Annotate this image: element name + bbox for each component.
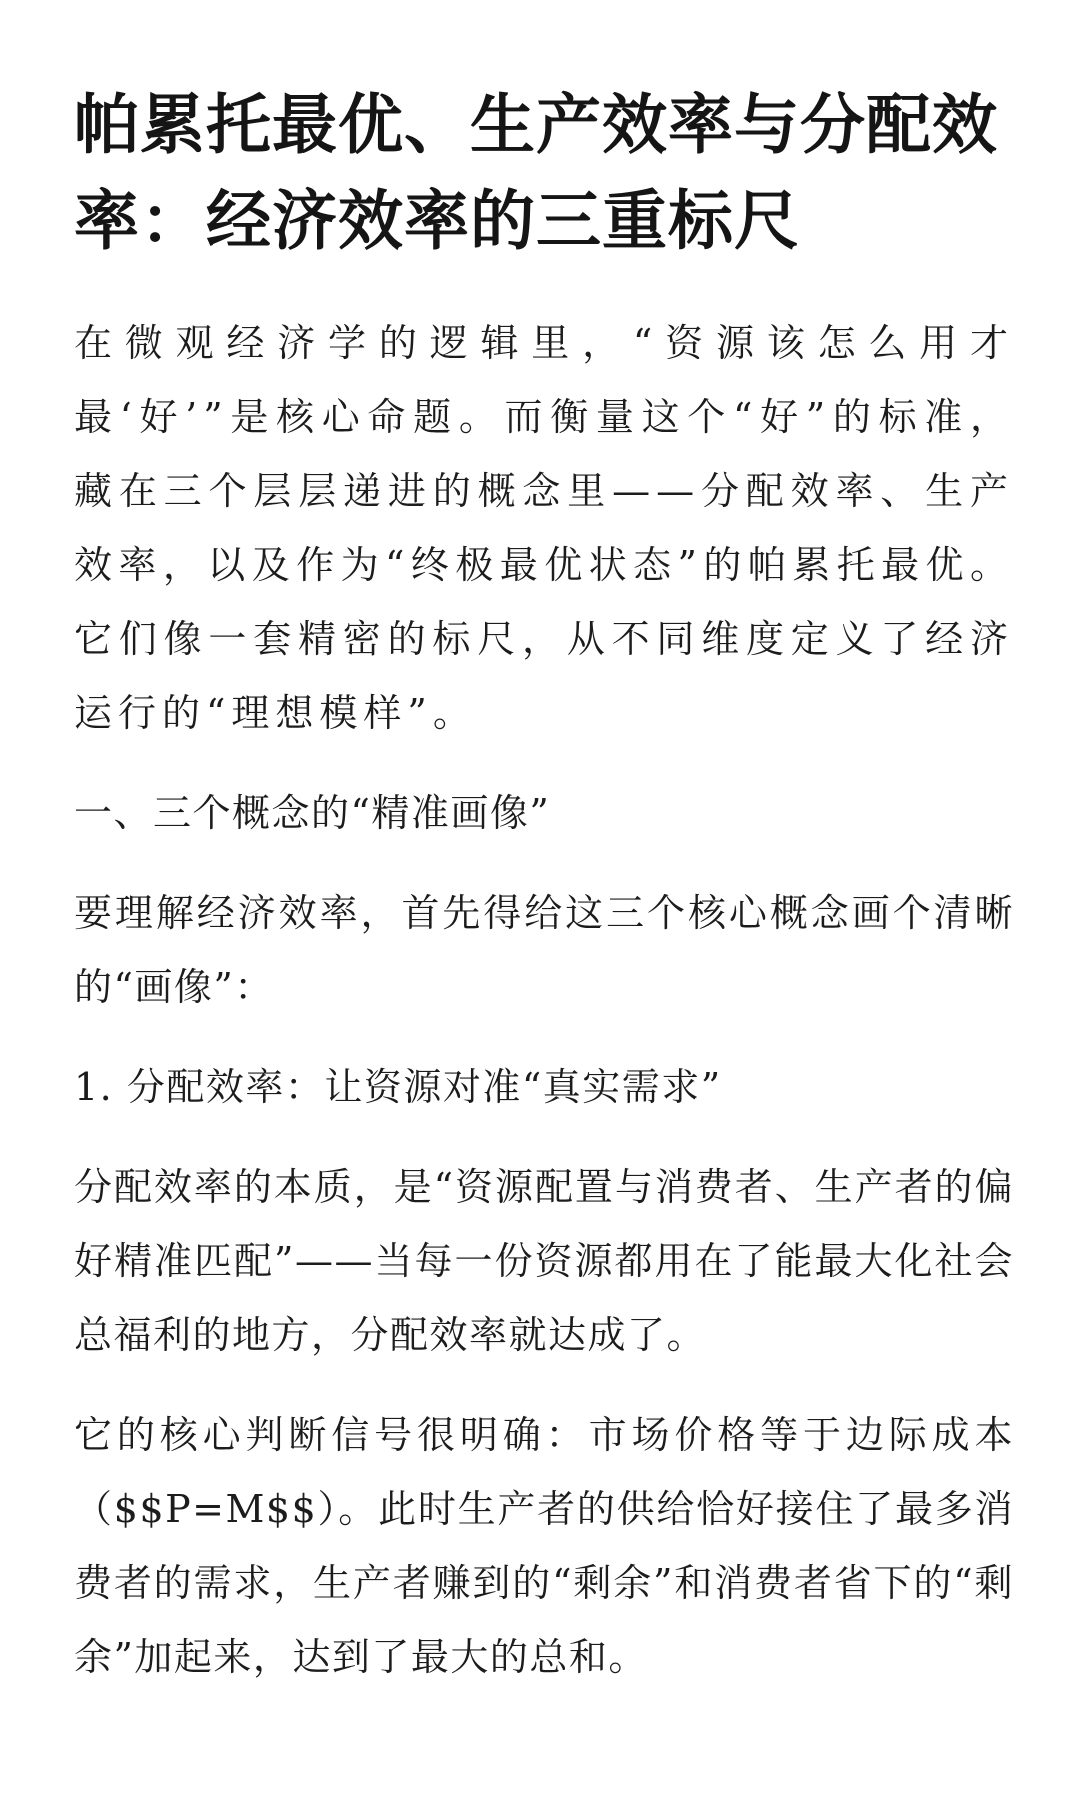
section-heading: 一、三个概念的“精准画像” [74, 791, 551, 835]
intro-paragraph: 在微观经济学的逻辑里，“资源该怎么用才最‘好’”是核心命题。而衡量这个“好”的标准，藏在三个层层递进的概念里——分配效率、生产效率，以及作为“终极最优状态”的帕累托最优。它们像一套精密的标尺，从不同维度定义了经济运行的“理想模样”。 [74, 321, 1014, 735]
subsection-paragraph-1: 分配效率的本质，是“资源配置与消费者、生产者的偏好精准匹配”——当每一份资源都用在了能最大化社会总福利的地方，分配效率就达成了。 [74, 1165, 1014, 1357]
subsection-paragraph-2: 它的核心判断信号很明确：市场价格等于边际成本（$$P=M$$）。此时生产者的供给恰好接住了最多消费者的需求，生产者赚到的“剩余”和消费者省下的“剩余”加起来，达到了最大的总和。 [74, 1413, 1014, 1679]
article-title: 帕累托最优、生产效率与分配效率：经济效率的三重标尺 [74, 88, 999, 259]
section-paragraph: 要理解经济效率，首先得给这三个核心概念画个清晰的“画像”： [74, 891, 1014, 1009]
article [74, 78, 1014, 1720]
subsection-heading: 1. 分配效率：让资源对准“真实需求” [74, 1065, 722, 1109]
